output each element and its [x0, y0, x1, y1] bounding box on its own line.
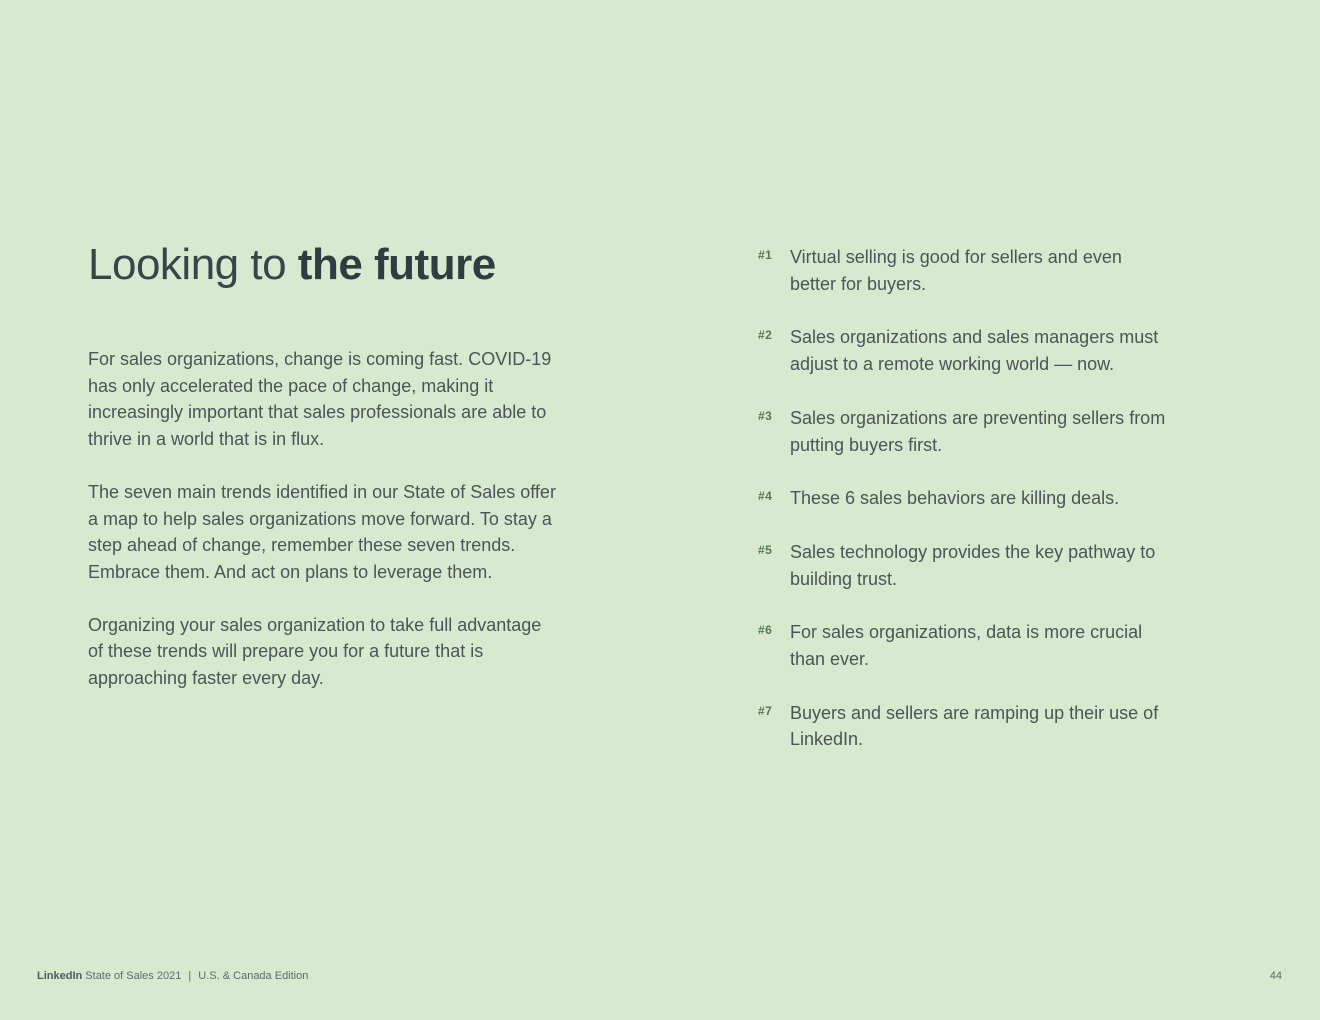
trend-item-3 — [758, 405, 1178, 458]
trend-text: Sales technology provides the key pathway to building trust. — [790, 541, 1156, 589]
intro-paragraph-1: For sales organizations, change is coming fast. COVID-19 has only accelerated the pace of change, making it increasingly important that sales professionals are able to thrive in a world that is in flux. — [88, 349, 552, 450]
trend-item-2 — [758, 324, 1178, 377]
trend-number: #1 — [758, 248, 773, 262]
trends-list — [758, 244, 1178, 780]
footer-separator: | — [188, 970, 192, 982]
page-number: 44 — [1269, 970, 1282, 982]
footer-edition: U.S. & Canada Edition — [198, 970, 309, 982]
trend-number: #5 — [758, 542, 773, 557]
trend-item-5 — [758, 539, 1178, 592]
trend-item-6 — [758, 619, 1178, 672]
footer-brand: LinkedIn — [37, 970, 83, 982]
trend-number: #4 — [758, 489, 773, 504]
trend-text: Sales organizations and sales managers must adjust to a remote working world — now. — [790, 327, 1159, 375]
trend-text: Sales organizations are preventing sellers from putting buyers first. — [790, 407, 1166, 455]
trend-item-1 — [758, 244, 1178, 297]
intro-paragraph-3: Organizing your sales organization to take full advantage of these trends will prepare you for a future that is approaching faster every day. — [88, 614, 542, 689]
footer — [37, 970, 308, 982]
trend-text: Buyers and sellers are ramping up their use of LinkedIn. — [790, 702, 1159, 750]
intro-paragraph-2: The seven main trends identified in our State of Sales offer a map to help sales organizations move forward. To stay a step ahead of change, remember these seven trends. Embrace them. And act on plans to leverage them. — [88, 481, 556, 582]
title-bold: the future — [297, 240, 496, 289]
trend-text: Virtual selling is good for sellers and even better for buyers. — [790, 247, 1122, 294]
trend-text: These 6 sales behaviors are killing deals. — [790, 488, 1120, 509]
trend-number: #6 — [758, 623, 773, 638]
intro-text — [88, 346, 558, 718]
trend-number: #7 — [758, 703, 773, 718]
trend-text: For sales organizations, data is more crucial than ever. — [790, 622, 1143, 670]
trend-item-4 — [758, 485, 1178, 512]
trend-number: #2 — [758, 328, 773, 343]
title-light: Looking to — [88, 240, 287, 289]
page-title — [88, 240, 496, 290]
footer-report-name: State of Sales 2021 — [85, 970, 182, 982]
trend-item-7 — [758, 700, 1178, 753]
trend-number: #3 — [758, 408, 773, 423]
